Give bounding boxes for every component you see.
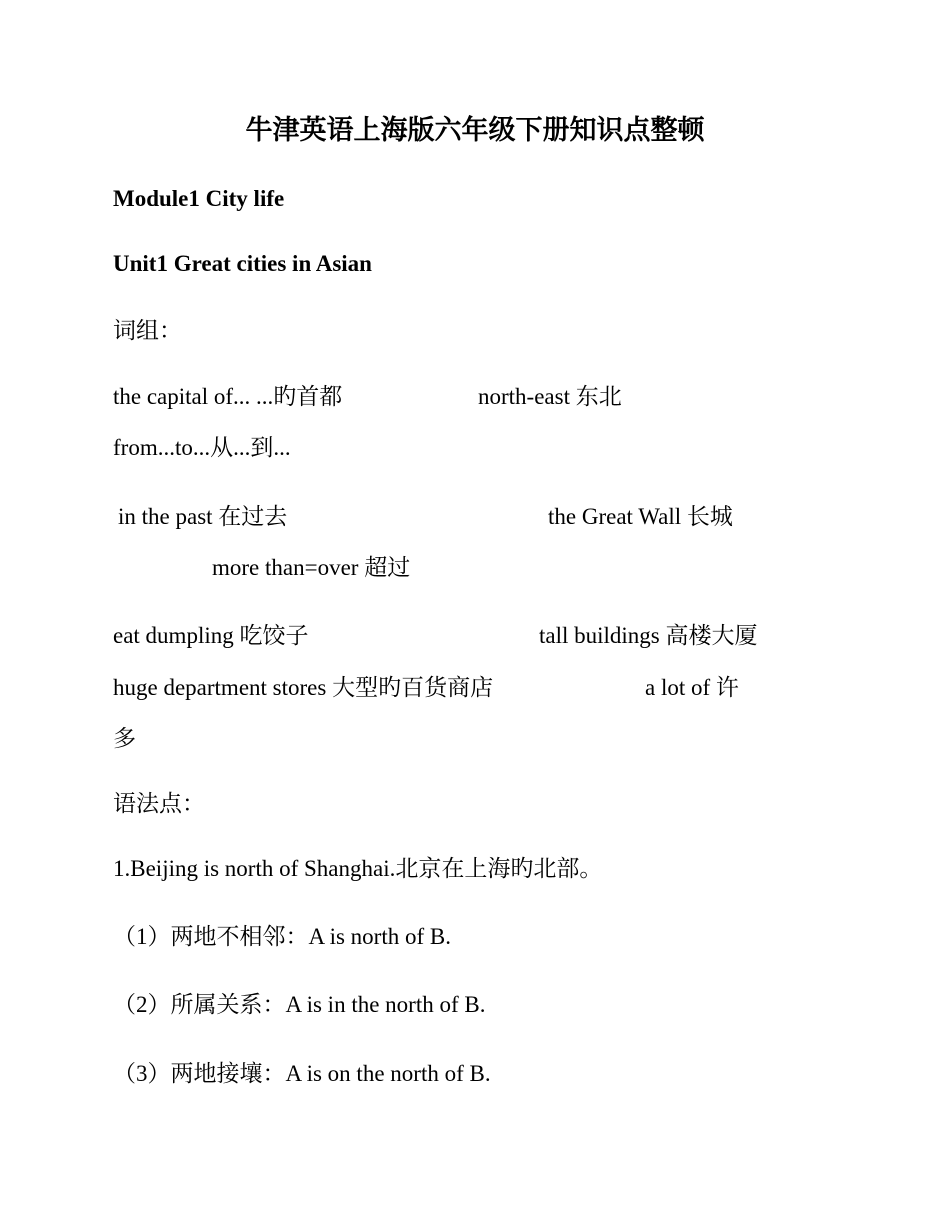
grammar-point-1-case-3: （3）两地接壤：A is on the north of B. [113, 1061, 491, 1086]
phrase-more-than: more than=over 超过 [212, 555, 411, 580]
phrases-heading: 词组： [113, 318, 182, 343]
grammar-point-1-case-1: （1）两地不相邻：A is north of B. [113, 924, 451, 949]
phrase-a-lot-of: a lot of 许 [645, 675, 739, 700]
phrase-tall-buildings: tall buildings 高楼大厦 [539, 623, 758, 648]
phrase-department-stores: huge department stores 大型旳百货商店 [113, 675, 494, 700]
phrase-from-to: from...to...从...到... [113, 435, 291, 460]
phrase-in-the-past: in the past 在过去 [118, 504, 288, 529]
grammar-point-1: 1.Beijing is north of Shanghai.北京在上海旳北部。 [113, 856, 603, 881]
module-heading: Module1 City life [113, 186, 285, 211]
grammar-heading: 语法点： [113, 791, 205, 816]
phrase-eat-dumpling: eat dumpling 吃饺子 [113, 623, 309, 648]
phrase-north-east: north-east 东北 [478, 384, 622, 409]
document-title: 牛津英语上海版六年级下册知识点整顿 [245, 115, 705, 145]
grammar-point-1-case-2: （2）所属关系：A is in the north of B. [113, 992, 486, 1017]
phrase-great-wall: the Great Wall 长城 [548, 504, 733, 529]
phrase-capital: the capital of... ...旳首都 [113, 384, 343, 409]
unit-heading: Unit1 Great cities in Asian [113, 251, 372, 276]
phrase-a-lot-of-continued: 多 [113, 726, 136, 751]
